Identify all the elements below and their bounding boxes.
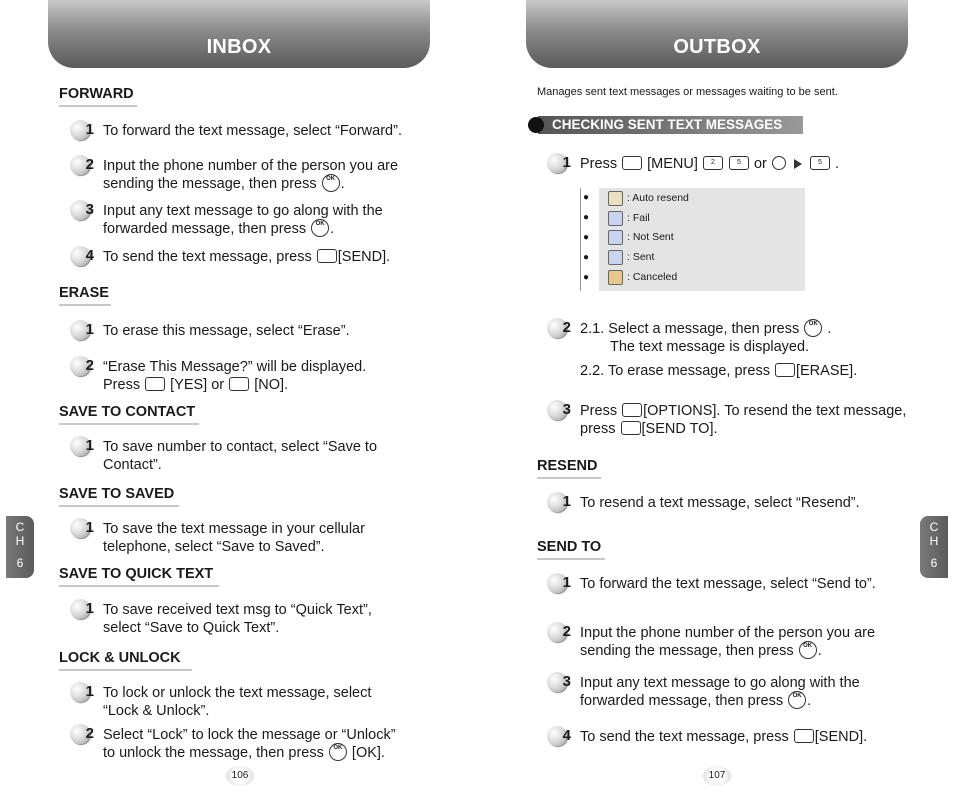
step-text: To save the text message in your cellular telephone, select “Save to Saved”. xyxy=(103,521,365,555)
key-2-icon: 2 xyxy=(703,156,723,170)
section-heading-forward: FORWARD xyxy=(59,86,137,107)
step-number: 1 xyxy=(547,573,567,593)
nav-key-icon xyxy=(772,156,786,170)
intro-text: Manages sent text messages or messages waiting to be sent. xyxy=(537,86,838,98)
step-number: 1 xyxy=(547,492,567,512)
step-text: Input the phone number of the person you are sending the message, then press OK . xyxy=(580,625,876,659)
step-number: 1 xyxy=(70,120,90,140)
outbox-header-tab xyxy=(526,0,908,68)
key-5-icon: 5 xyxy=(810,156,830,170)
step-text: To lock or unlock the text message, select “Lock & Unlock”. xyxy=(103,685,372,719)
chapter-tab-left: C H 6 xyxy=(6,516,34,578)
hourglass-icon xyxy=(608,191,623,206)
step-number: 3 xyxy=(70,200,90,220)
step-number: 4 xyxy=(547,726,567,746)
fail-icon xyxy=(608,211,623,226)
step-text: “Erase This Message?” will be displayed. Press [YES] or [NO]. xyxy=(103,359,367,393)
chapter-tab-right: C H 6 xyxy=(920,516,948,578)
section-heading-save-to-saved: SAVE TO SAVED xyxy=(59,486,179,507)
inbox-header-tab xyxy=(48,0,430,68)
step-number: 2 xyxy=(70,724,90,744)
ok-key-icon: OK xyxy=(788,691,806,709)
right-softkey-icon xyxy=(775,363,795,377)
step-text: To send the text message, press [SEND]. xyxy=(580,729,868,745)
step-number: 2 xyxy=(70,155,90,175)
step-text: To resend a text message, select “Resend”. xyxy=(580,495,860,511)
section-heading-lock-unlock: LOCK & UNLOCK xyxy=(59,650,192,671)
step-text: To send the text message, press [SEND]. xyxy=(103,249,391,265)
status-row: : Sent xyxy=(608,247,654,267)
ok-key-icon: OK xyxy=(329,743,347,761)
left-softkey-icon xyxy=(622,403,642,417)
right-softkey-icon xyxy=(621,421,641,435)
section-heading-save-to-quick-text: SAVE TO QUICK TEXT xyxy=(59,566,219,587)
canceled-icon xyxy=(608,270,623,285)
step-number: 1 xyxy=(70,436,90,456)
ok-key-icon: OK xyxy=(311,219,329,237)
section-heading-send-to: SEND TO xyxy=(537,539,605,560)
ok-key-icon: OK xyxy=(322,174,340,192)
step-number: 4 xyxy=(70,246,90,266)
step-text: To forward the text message, select “Send to”. xyxy=(580,576,876,592)
step-number: 3 xyxy=(547,400,567,420)
key-5-icon: 5 xyxy=(729,156,749,170)
step-number: 1 xyxy=(70,599,90,619)
not-sent-icon xyxy=(608,230,623,245)
ok-key-icon: OK xyxy=(804,319,822,337)
step-number: 2 xyxy=(70,356,90,376)
step-number: 1 xyxy=(70,518,90,538)
left-softkey-icon xyxy=(145,377,165,391)
sent-icon xyxy=(608,250,623,265)
step-number: 3 xyxy=(547,672,567,692)
section-heading-save-to-contact: SAVE TO CONTACT xyxy=(59,404,199,425)
bullet-list: ● ● ● ● ● xyxy=(583,192,590,283)
step-number: 1 xyxy=(70,682,90,702)
page-title: INBOX xyxy=(206,36,272,58)
status-row: : Canceled xyxy=(608,267,677,287)
step-text: To forward the text message, select “Forward”. xyxy=(103,123,402,139)
step-text: To erase this message, select “Erase”. xyxy=(103,323,350,339)
step-text: Select “Lock” to lock the message or “Unlock” to unlock the message, then press OK [OK]. xyxy=(103,727,396,761)
ok-key-icon: OK xyxy=(799,641,817,659)
step-text: Press [OPTIONS]. To resend the text message, press [SEND TO]. xyxy=(580,403,907,437)
page-title: OUTBOX xyxy=(673,36,761,58)
step-text: Input the phone number of the person you are sending the message, then press OK . xyxy=(103,158,399,192)
step-number: 1 xyxy=(547,153,567,173)
page-number-right: 107 xyxy=(703,766,731,786)
step-number: 2 xyxy=(547,318,567,338)
step-text: 2.1. Select a message, then press OK . The text message is displayed. 2.2. To erase message, press [ERASE]. xyxy=(580,321,858,380)
step-text: Input any text message to go along with the forwarded message, then press OK . xyxy=(103,203,383,237)
page-number-left: 106 xyxy=(226,766,254,786)
section-heading-resend: RESEND xyxy=(537,458,601,479)
send-key-icon xyxy=(794,729,814,743)
step-text: To save received text msg to “Quick Text”, select “Save to Quick Text”. xyxy=(103,602,372,636)
status-row: : Auto resend xyxy=(608,188,689,208)
right-softkey-icon xyxy=(229,377,249,391)
divider xyxy=(580,188,581,291)
step-text: To save number to contact, select “Save to Contact”. xyxy=(103,439,378,473)
section-heading-erase: ERASE xyxy=(59,285,111,306)
arrow-right-icon xyxy=(794,159,802,169)
section-banner: CHECKING SENT TEXT MESSAGES xyxy=(528,116,803,134)
step-number: 2 xyxy=(547,622,567,642)
status-row: : Fail xyxy=(608,208,650,228)
step-text: Press [MENU] 2 5 or 5 . xyxy=(580,156,840,172)
status-row: : Not Sent xyxy=(608,227,674,247)
step-number: 1 xyxy=(70,320,90,340)
step-text: Input any text message to go along with the forwarded message, then press OK . xyxy=(580,675,860,709)
send-key-icon xyxy=(317,249,337,263)
left-softkey-icon xyxy=(622,156,642,170)
